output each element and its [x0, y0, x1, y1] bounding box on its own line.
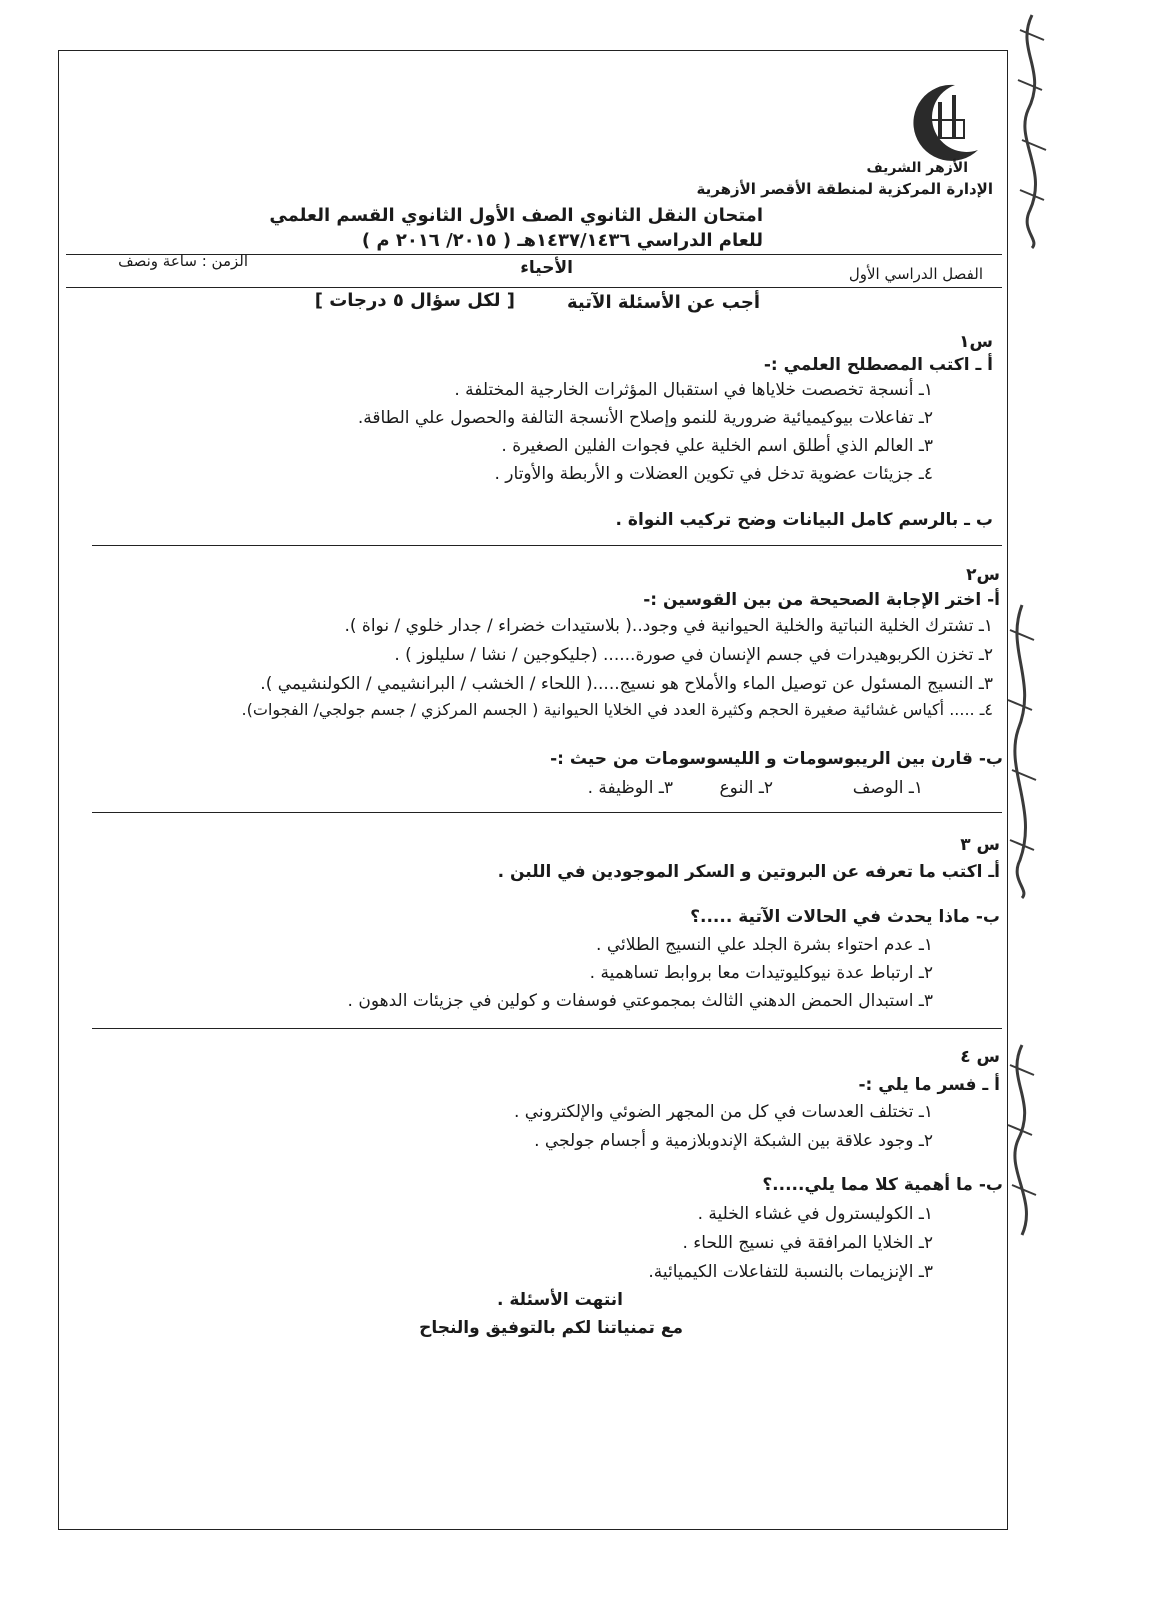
- q2-part-b-item-3: ٣ـ الوظيفة .: [587, 778, 673, 798]
- q1-part-a-item-3: ٣ـ العالم الذي أطلق اسم الخلية علي فجوات الفلين الصغيرة .: [501, 436, 933, 456]
- administration-name: الإدارة المركزية لمنطقة الأقصر الأزهرية: [696, 180, 993, 198]
- q2-part-b-item-2: ٢ـ النوع: [719, 778, 773, 798]
- header-rule-bottom: [66, 287, 1002, 288]
- q4-part-b-item-1: ١ـ الكوليسترول في غشاء الخلية .: [697, 1204, 933, 1224]
- q4-part-a-item-2: ٢ـ وجود علاقة بين الشبكة الإندوبلازمية و أجسام جولجي .: [534, 1131, 933, 1151]
- q2-part-a-title: أ- اختر الإجابة الصحيحة من بين القوسين :-: [643, 590, 1000, 610]
- q1-part-a-item-1: ١ـ أنسجة تخصصت خلاياها في استقبال المؤثرات الخارجية المختلفة .: [454, 380, 933, 400]
- q2-part-a-item-2: ٢ـ تخزن الكربوهيدرات في جسم الإنسان في صورة...... (جليكوجين / نشا / سليلوز ) .: [394, 645, 993, 665]
- watermark-stamp-bottom-icon: [1000, 1040, 1045, 1240]
- instructions-text: أجب عن الأسئلة الآتية: [567, 292, 760, 313]
- q4-part-b-item-3: ٣ـ الإنزيمات بالنسبة للتفاعلات الكيميائية.: [648, 1262, 933, 1282]
- q4-number: س ٤: [960, 1047, 1000, 1067]
- end-of-questions: انتهت الأسئلة .: [496, 1290, 623, 1310]
- exam-duration: الزمن : ساعة ونصف: [118, 252, 248, 270]
- q2-part-b-item-1: ١ـ الوصف: [852, 778, 923, 798]
- q1-part-b: ب ـ بالرسم كامل البيانات وضح تركيب النواة .: [615, 510, 993, 530]
- q3-part-b-item-3: ٣ـ استبدال الحمض الدهني الثالث بمجموعتي فوسفات و كولين في جزيئات الدهون .: [347, 991, 933, 1011]
- q1-part-a-item-2: ٢ـ تفاعلات بيوكيميائية ضرورية للنمو وإصلاح الأنسجة التالفة والحصول علي الطاقة.: [357, 408, 933, 428]
- q4-part-b-title: ب- ما أهمية كلا مما يلي.....؟: [762, 1175, 1003, 1195]
- instructions-marks: [ لكل سؤال ٥ درجات ]: [314, 290, 515, 311]
- q2-part-b-title: ب- قارن بين الريبوسومات و الليسوسومات من حيث :-: [550, 749, 1003, 769]
- q3-part-b-title: ب- ماذا يحدث في الحالات الآتية .....؟: [690, 907, 1000, 927]
- q3-number: س ٣: [960, 835, 1000, 855]
- q4-part-a-item-1: ١ـ تختلف العدسات في كل من المجهر الضوئي والإلكتروني .: [513, 1102, 933, 1122]
- q3-part-b-item-1: ١ـ عدم احتواء بشرة الجلد علي النسيج الطلائي .: [596, 935, 933, 955]
- q2-part-a-item-3: ٣ـ النسيج المسئول عن توصيل الماء والأملاح هو نسيج.....( اللحاء / الخشب / البرانشيمي / الكولنشيمي ).: [260, 674, 993, 694]
- term-name: الفصل الدراسي الأول: [848, 265, 983, 283]
- closing-wishes: مع تمنياتنا لكم بالتوفيق والنجاح: [419, 1318, 683, 1338]
- exam-title: امتحان النقل الثانوي الصف الأول الثانوي القسم العلمي: [269, 205, 763, 226]
- q2-number: س٢: [966, 565, 1000, 585]
- q4-part-b-item-2: ٢ـ الخلايا المرافقة في نسيج اللحاء .: [682, 1233, 933, 1253]
- org-name: الأزهر الشريف: [866, 160, 968, 176]
- azhar-crescent-logo-icon: [900, 80, 990, 165]
- q3-part-a: أـ اكتب ما تعرفه عن البروتين و السكر الموجودين في اللبن .: [497, 862, 1000, 882]
- q4-part-a-title: أ ـ فسر ما يلي :-: [858, 1075, 1000, 1095]
- academic-year: للعام الدراسي ١٤٣٧/١٤٣٦هـ ( ٢٠١٥/ ٢٠١٦ م ): [361, 230, 763, 251]
- q1-part-a-title: أ ـ اكتب المصطلح العلمي :-: [763, 355, 993, 375]
- q1-number: س١: [959, 332, 993, 352]
- subject-name: الأحياء: [520, 258, 573, 278]
- section-divider-2: [92, 812, 1002, 813]
- section-divider-3: [92, 1028, 1002, 1029]
- q2-part-a-item-1: ١ـ تشترك الخلية النباتية والخلية الحيوانية في وجود..( بلاستيدات خضراء / جدار خلوي / نواة ).: [344, 616, 993, 636]
- q2-part-a-item-4: ٤ـ ..... أكياس غشائية صغيرة الحجم وكثيرة العدد في الخلايا الحيوانية ( الجسم المركزي / جسم جولجي/ الفجوات).: [241, 700, 993, 719]
- watermark-stamp-middle-icon: [1000, 600, 1045, 900]
- q1-part-a-item-4: ٤ـ جزيئات عضوية تدخل في تكوين العضلات و الأربطة والأوتار .: [494, 464, 933, 484]
- watermark-stamp-top-icon: [1010, 10, 1055, 250]
- section-divider-1: [92, 545, 1002, 546]
- q3-part-b-item-2: ٢ـ ارتباط عدة نيوكليوتيدات معا بروابط تساهمية .: [589, 963, 933, 983]
